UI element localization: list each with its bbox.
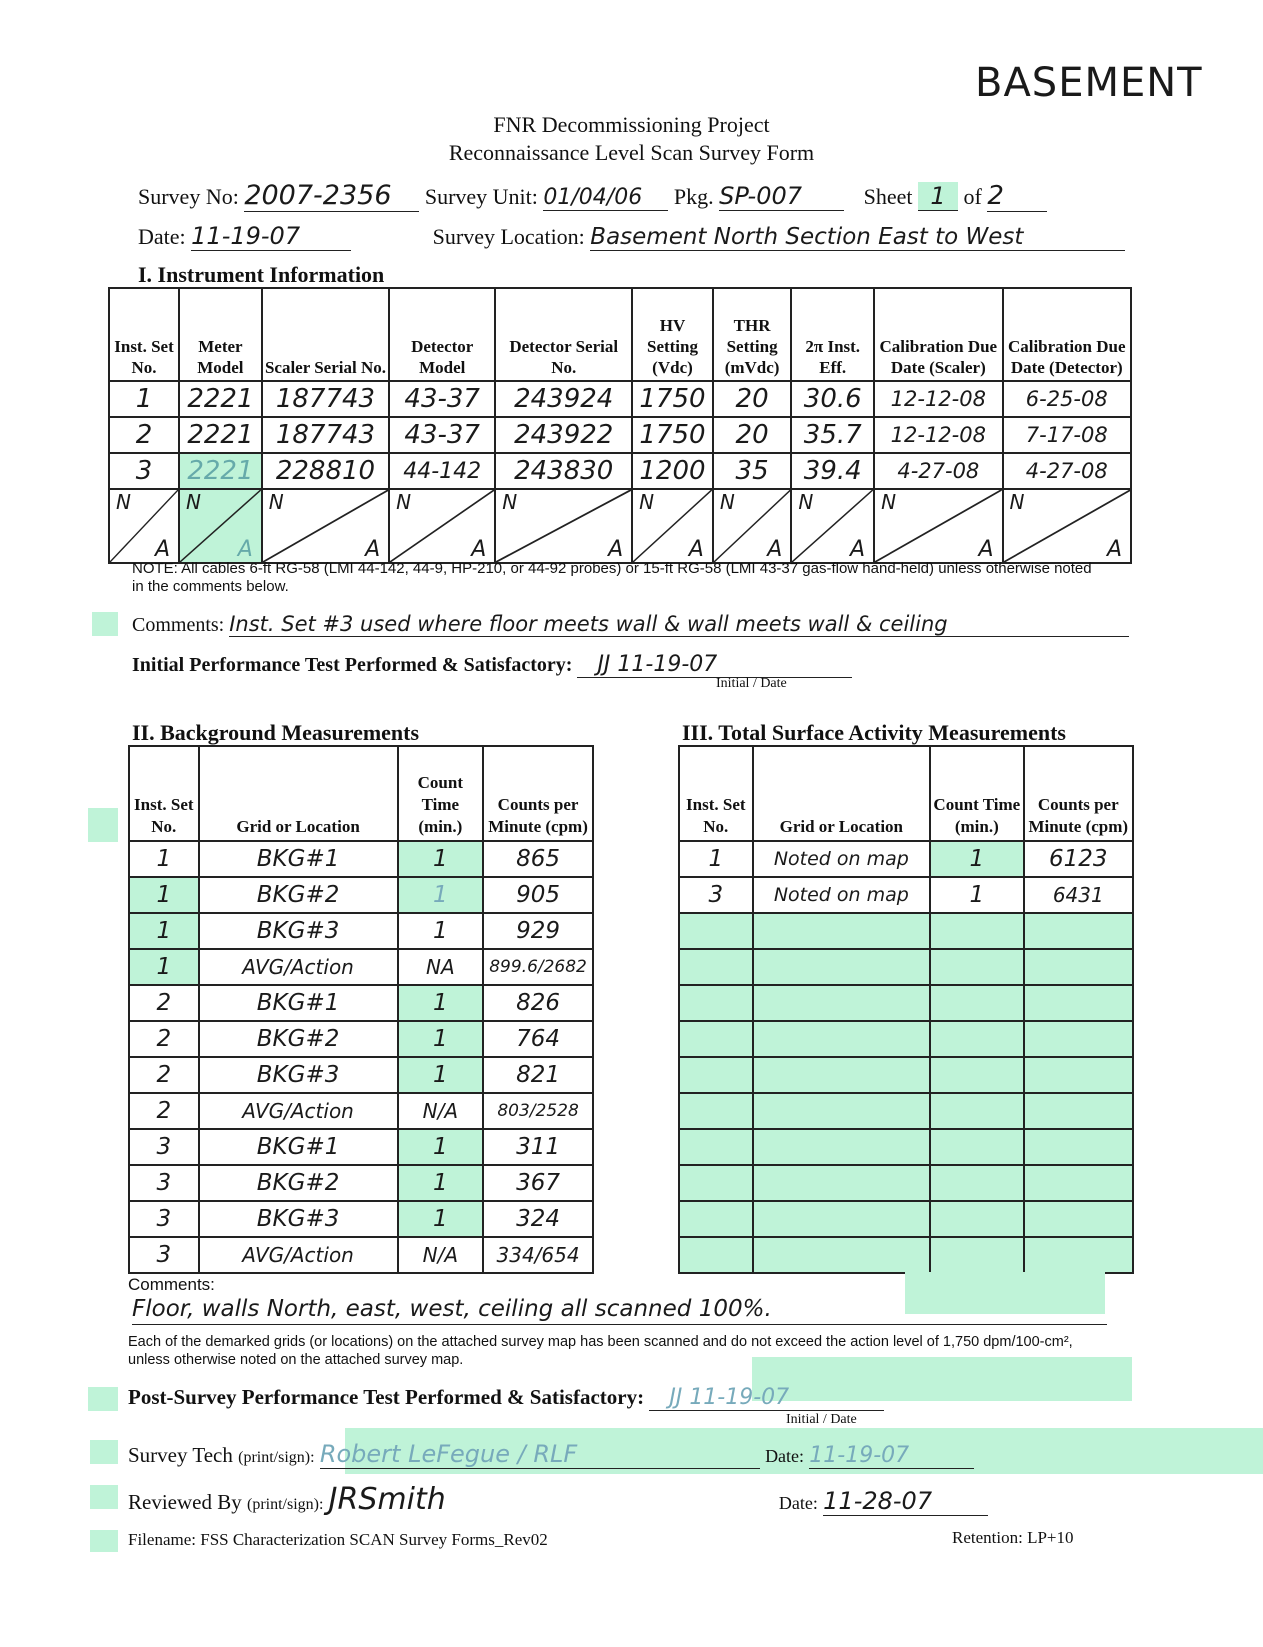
print-sign-label: (print/sign):: [238, 1449, 315, 1466]
cell[interactable]: 1750: [632, 381, 713, 417]
instrument-row: [109, 381, 1131, 417]
cell[interactable]: [679, 1057, 753, 1093]
cell[interactable]: 1: [129, 949, 199, 985]
cell[interactable]: Noted on map: [753, 841, 931, 877]
location-field[interactable]: Basement North Section East to West: [590, 224, 1125, 251]
na-a: A: [978, 537, 994, 562]
col-header: Inst. Set No.: [679, 746, 753, 841]
na-n: N: [186, 490, 201, 514]
cell[interactable]: AVG/Action: [199, 1237, 398, 1273]
cell[interactable]: 764: [483, 1021, 593, 1057]
cell[interactable]: 44-142: [389, 453, 495, 489]
na-cell[interactable]: [495, 489, 632, 563]
cell[interactable]: 6123: [1024, 841, 1133, 877]
cell[interactable]: 826: [483, 985, 593, 1021]
cell[interactable]: 311: [483, 1129, 593, 1165]
table-row: [129, 841, 593, 877]
cell[interactable]: [930, 1237, 1023, 1273]
tech-label: Survey Tech: [128, 1443, 233, 1467]
cell[interactable]: 30.6: [791, 381, 874, 417]
cell[interactable]: 1: [679, 841, 753, 877]
cell[interactable]: BKG#2: [199, 1165, 398, 1201]
cell[interactable]: 1: [398, 913, 484, 949]
cell[interactable]: 1: [398, 985, 484, 1021]
cell[interactable]: 324: [483, 1201, 593, 1237]
na-cell[interactable]: [1003, 489, 1131, 563]
cell[interactable]: 43-37: [389, 381, 495, 417]
na-n: N: [268, 490, 284, 514]
cell[interactable]: 2: [129, 1057, 199, 1093]
table-row: [679, 877, 1133, 913]
surface-header-row: [679, 746, 1133, 841]
table-row: [679, 913, 1133, 949]
table-row: [129, 985, 593, 1021]
highlight-mark: [88, 808, 118, 842]
cell[interactable]: [753, 1093, 931, 1129]
cell[interactable]: 4-27-08: [874, 453, 1002, 489]
cell[interactable]: 6-25-08: [1003, 381, 1131, 417]
table-row: [679, 1237, 1133, 1273]
na-a: A: [154, 537, 171, 562]
cell[interactable]: [679, 1165, 753, 1201]
table-row: [129, 1201, 593, 1237]
cell[interactable]: N/A: [398, 1237, 484, 1273]
cell[interactable]: [753, 1057, 931, 1093]
tech-signature-field[interactable]: Robert LeFegue / RLF: [320, 1440, 760, 1469]
cell[interactable]: 865: [483, 841, 593, 877]
cell[interactable]: 2: [129, 985, 199, 1021]
cell[interactable]: AVG/Action: [199, 1093, 398, 1129]
survey-tech-line: [128, 1440, 974, 1469]
cell[interactable]: 929: [483, 913, 593, 949]
sheet-label: Sheet: [863, 184, 913, 209]
cell[interactable]: 1: [398, 1165, 484, 1201]
col-header: Inst. Set No.: [109, 288, 179, 381]
table-row: [679, 1021, 1133, 1057]
cell[interactable]: [753, 1021, 931, 1057]
cell[interactable]: [930, 1201, 1023, 1237]
survey-unit-field[interactable]: 01/04/06: [543, 185, 668, 211]
col-header: Grid or Location: [753, 746, 931, 841]
sheet-field[interactable]: 1: [918, 182, 958, 211]
tech-date-label: Date:: [765, 1446, 805, 1466]
cell[interactable]: [753, 1201, 931, 1237]
cell[interactable]: 1: [398, 877, 484, 913]
retention-label: Retention: LP+10: [952, 1528, 1074, 1547]
table-row: [679, 841, 1133, 877]
cell[interactable]: BKG#1: [199, 985, 398, 1021]
cell[interactable]: [1024, 1237, 1133, 1273]
col-header: Counts per Minute (cpm): [483, 746, 593, 841]
comments-label: Comments:: [132, 614, 225, 636]
cell[interactable]: [930, 1021, 1023, 1057]
cell[interactable]: NA: [398, 949, 484, 985]
cell[interactable]: [930, 1093, 1023, 1129]
col-header: Count Time (min.): [930, 746, 1023, 841]
post-test-line: [128, 1385, 884, 1411]
cell[interactable]: 35: [713, 453, 792, 489]
cell[interactable]: BKG#3: [199, 1201, 398, 1237]
cell[interactable]: BKG#2: [199, 877, 398, 913]
cell[interactable]: 1: [109, 381, 179, 417]
cell[interactable]: 7-17-08: [1003, 417, 1131, 453]
cell[interactable]: 43-37: [389, 417, 495, 453]
na-a: A: [688, 537, 704, 562]
table-row: [679, 949, 1133, 985]
cell[interactable]: [930, 949, 1023, 985]
pkg-label: Pkg.: [673, 184, 714, 209]
na-n: N: [116, 490, 131, 514]
cell[interactable]: 1: [129, 913, 199, 949]
cell[interactable]: 187743: [262, 417, 389, 453]
initial-test-label: Initial Performance Test Performed & Satisfactory:: [132, 654, 573, 676]
cell[interactable]: 3: [129, 1129, 199, 1165]
cell[interactable]: [1024, 1165, 1133, 1201]
cell[interactable]: AVG/Action: [199, 949, 398, 985]
cell[interactable]: BKG#3: [199, 913, 398, 949]
cell[interactable]: [930, 1057, 1023, 1093]
highlight-mark: [90, 1440, 118, 1464]
highlight-mark: [90, 1485, 118, 1509]
reviewed-date-field[interactable]: 11-28-07: [823, 1487, 988, 1516]
cell[interactable]: BKG#2: [199, 1021, 398, 1057]
cell[interactable]: 3: [129, 1165, 199, 1201]
cell[interactable]: 1: [398, 841, 484, 877]
na-cell[interactable]: [262, 489, 389, 563]
cell[interactable]: [679, 985, 753, 1021]
survey-no-field[interactable]: 2007-2356: [244, 180, 419, 212]
na-cell[interactable]: [179, 489, 262, 563]
location-label: Survey Location:: [432, 224, 585, 249]
cell[interactable]: 1: [398, 1201, 484, 1237]
cell[interactable]: 35.7: [791, 417, 874, 453]
form-title: Reconnaissance Level Scan Survey Form: [448, 140, 815, 165]
table-row: [129, 1129, 593, 1165]
cell[interactable]: 821: [483, 1057, 593, 1093]
table-row: [679, 985, 1133, 1021]
instrument-table: [108, 287, 1132, 564]
na-a: A: [237, 537, 253, 562]
cell[interactable]: 1: [930, 841, 1023, 877]
post-test-label: Post-Survey Performance Test Performed & Satisfactory:: [128, 1385, 645, 1409]
cell[interactable]: [930, 985, 1023, 1021]
pkg-field[interactable]: SP-007: [719, 182, 844, 211]
surface-table: [678, 745, 1134, 1274]
na-cell[interactable]: [791, 489, 874, 563]
post-date-caption: Initial / Date: [786, 1412, 857, 1427]
instrument-row: [109, 453, 1131, 489]
cell[interactable]: [1024, 1057, 1133, 1093]
background-section-title: II. Background Measurements: [132, 720, 420, 745]
date-field[interactable]: 11-19-07: [191, 222, 351, 251]
cell[interactable]: 2221: [179, 381, 262, 417]
cell[interactable]: 899.6/2682: [483, 949, 593, 985]
table-row: [679, 1093, 1133, 1129]
surface-section-title: III. Total Surface Activity Measurements: [682, 720, 1066, 745]
cell[interactable]: 4-27-08: [1003, 453, 1131, 489]
col-header: Count Time (min.): [398, 746, 484, 841]
na-a: A: [850, 537, 866, 562]
cell[interactable]: [930, 1165, 1023, 1201]
of-label: of: [963, 184, 982, 209]
na-n: N: [502, 490, 518, 514]
col-header: THR Setting (mVdc): [713, 288, 792, 381]
cell[interactable]: 20: [713, 417, 792, 453]
instrument-comments-line: [132, 612, 1129, 637]
cell[interactable]: [679, 1093, 753, 1129]
cell[interactable]: 1: [398, 1129, 484, 1165]
cell[interactable]: [753, 1165, 931, 1201]
cell[interactable]: [679, 1237, 753, 1273]
col-header: Calibration Due Date (Detector): [1003, 288, 1131, 381]
instrument-na-row: [109, 489, 1131, 563]
cell[interactable]: [1024, 1201, 1133, 1237]
cell[interactable]: 367: [483, 1165, 593, 1201]
cell[interactable]: [753, 1129, 931, 1165]
col-header: Detector Serial No.: [495, 288, 632, 381]
table-row: [129, 913, 593, 949]
sheet-total-field[interactable]: 2: [987, 181, 1047, 212]
cell[interactable]: 187743: [262, 381, 389, 417]
survey-no-label: Survey No:: [138, 184, 239, 209]
cell[interactable]: [1024, 913, 1133, 949]
cell[interactable]: 2221: [179, 453, 262, 489]
initial-test-field[interactable]: JJ 11-19-07: [577, 652, 852, 678]
na-n: N: [639, 490, 655, 514]
footer-comments-field[interactable]: Floor, walls North, east, west, ceiling all scanned 100%.: [132, 1294, 1107, 1325]
cell[interactable]: [1024, 1129, 1133, 1165]
na-n: N: [719, 490, 735, 514]
cell[interactable]: Noted on map: [753, 877, 931, 913]
col-header: HV Setting (Vdc): [632, 288, 713, 381]
cell[interactable]: [930, 913, 1023, 949]
cell[interactable]: [753, 913, 931, 949]
cell[interactable]: 3: [109, 453, 179, 489]
table-row: [129, 1021, 593, 1057]
na-cell[interactable]: [874, 489, 1002, 563]
cell[interactable]: N/A: [398, 1093, 484, 1129]
cell[interactable]: 1: [129, 841, 199, 877]
cell[interactable]: 2: [129, 1093, 199, 1129]
background-header-row: [129, 746, 593, 841]
cell[interactable]: BKG#1: [199, 1129, 398, 1165]
reviewed-label: Reviewed By: [128, 1490, 242, 1514]
cell[interactable]: 39.4: [791, 453, 874, 489]
na-cell[interactable]: [109, 489, 179, 563]
cell[interactable]: 20: [713, 381, 792, 417]
instrument-header-row: [109, 288, 1131, 381]
cell[interactable]: 243924: [495, 381, 632, 417]
cell[interactable]: [930, 1129, 1023, 1165]
basement-annotation: BASEMENT: [975, 60, 1203, 106]
table-row: [679, 1057, 1133, 1093]
cell[interactable]: [753, 985, 931, 1021]
comments-label: Comments:: [128, 1275, 215, 1294]
initial-date-caption: Initial / Date: [716, 676, 787, 691]
table-row: [679, 1165, 1133, 1201]
highlight-mark: [92, 612, 118, 636]
cell[interactable]: [679, 1129, 753, 1165]
cell[interactable]: [1024, 949, 1133, 985]
initial-test-line: [132, 652, 852, 678]
cell[interactable]: 3: [129, 1201, 199, 1237]
cell[interactable]: 1: [398, 1021, 484, 1057]
cell[interactable]: 243830: [495, 453, 632, 489]
instrument-comments-field[interactable]: Inst. Set #3 used where floor meets wall & wall meets wall & ceiling: [229, 612, 1129, 637]
cell[interactable]: 2221: [179, 417, 262, 453]
cell[interactable]: 1: [398, 1057, 484, 1093]
instrument-row: [109, 417, 1131, 453]
cell[interactable]: 12-12-08: [874, 417, 1002, 453]
table-row: [679, 1201, 1133, 1237]
highlight-mark: [90, 1530, 118, 1552]
cell[interactable]: 243922: [495, 417, 632, 453]
na-n: N: [881, 490, 897, 514]
reviewed-by-line: [128, 1482, 988, 1517]
reviewed-signature-field[interactable]: JRSmith: [328, 1482, 446, 1517]
na-a: A: [767, 537, 783, 562]
cell[interactable]: BKG#1: [199, 841, 398, 877]
cell[interactable]: [679, 913, 753, 949]
cell[interactable]: 334/654: [483, 1237, 593, 1273]
col-header: 2π Inst. Eff.: [791, 288, 874, 381]
table-row: [129, 949, 593, 985]
reviewed-date-label: Date:: [778, 1493, 818, 1513]
cell[interactable]: 1200: [632, 453, 713, 489]
col-header: Inst. Set No.: [129, 746, 199, 841]
project-title: FNR Decommissioning Project: [493, 112, 770, 137]
col-header: Scaler Serial No.: [262, 288, 389, 381]
survey-unit-label: Survey Unit:: [424, 184, 538, 209]
na-cell[interactable]: [632, 489, 713, 563]
cell[interactable]: [1024, 985, 1133, 1021]
cell[interactable]: 905: [483, 877, 593, 913]
tech-date-field[interactable]: 11-19-07: [809, 1443, 974, 1469]
table-row: [679, 1129, 1133, 1165]
background-table: [128, 745, 594, 1274]
na-n: N: [1009, 490, 1025, 514]
date-location-line: [138, 222, 1125, 251]
cell[interactable]: [1024, 1093, 1133, 1129]
table-row: [129, 877, 593, 913]
col-header: Meter Model: [179, 288, 262, 381]
instrument-section-title: I. Instrument Information: [138, 262, 385, 287]
cell[interactable]: 3: [129, 1237, 199, 1273]
highlight-mark: [905, 1272, 1105, 1314]
col-header: Counts per Minute (cpm): [1024, 746, 1133, 841]
cell[interactable]: [753, 1237, 931, 1273]
na-a: A: [608, 537, 624, 562]
cell[interactable]: 3: [679, 877, 753, 913]
table-row: [129, 1237, 593, 1273]
cell[interactable]: [1024, 1021, 1133, 1057]
cell[interactable]: 2: [129, 1021, 199, 1057]
cell[interactable]: 228810: [262, 453, 389, 489]
na-a: A: [1106, 537, 1122, 562]
table-row: [129, 1057, 593, 1093]
na-cell[interactable]: [389, 489, 495, 563]
table-row: [129, 1165, 593, 1201]
cell[interactable]: 1: [129, 877, 199, 913]
col-header: Detector Model: [389, 288, 495, 381]
highlight-mark: [88, 1387, 118, 1411]
cell[interactable]: BKG#3: [199, 1057, 398, 1093]
print-sign-label: (print/sign):: [246, 1496, 324, 1513]
date-label: Date:: [138, 224, 186, 249]
col-header: Grid or Location: [199, 746, 398, 841]
na-n: N: [798, 490, 814, 514]
cell[interactable]: 1: [930, 877, 1023, 913]
cell[interactable]: 2: [109, 417, 179, 453]
na-a: A: [365, 537, 381, 562]
cell[interactable]: 1750: [632, 417, 713, 453]
col-header: Calibration Due Date (Scaler): [874, 288, 1002, 381]
na-a: A: [471, 537, 487, 562]
scan-statement: Each of the demarked grids (or locations) on the attached survey map has been scanned and do not exceed the action level of 1,750 dpm/100-cm², unless otherwise noted on the attached survey map.: [128, 1334, 1073, 1368]
cable-note: NOTE: All cables 6-ft RG-58 (LMI 44-142, 44-9, HP-210, or 44-92 probes) or 15-ft RG-58 (LMI 43-37 gas-flow hand-held) unless otherwise noted in the comments below.: [132, 560, 1092, 595]
filename-label: Filename: FSS Characterization SCAN Survey Forms_Rev02: [128, 1530, 548, 1549]
na-n: N: [396, 490, 412, 514]
survey-info-line: [138, 180, 1047, 212]
cell[interactable]: 12-12-08: [874, 381, 1002, 417]
cell[interactable]: [753, 949, 931, 985]
table-row: [129, 1093, 593, 1129]
na-cell[interactable]: [713, 489, 792, 563]
cell[interactable]: [679, 949, 753, 985]
cell[interactable]: [679, 1201, 753, 1237]
post-test-field[interactable]: JJ 11-19-07: [649, 1385, 884, 1411]
cell[interactable]: 6431: [1024, 877, 1133, 913]
cell[interactable]: 803/2528: [483, 1093, 593, 1129]
cell[interactable]: [679, 1021, 753, 1057]
